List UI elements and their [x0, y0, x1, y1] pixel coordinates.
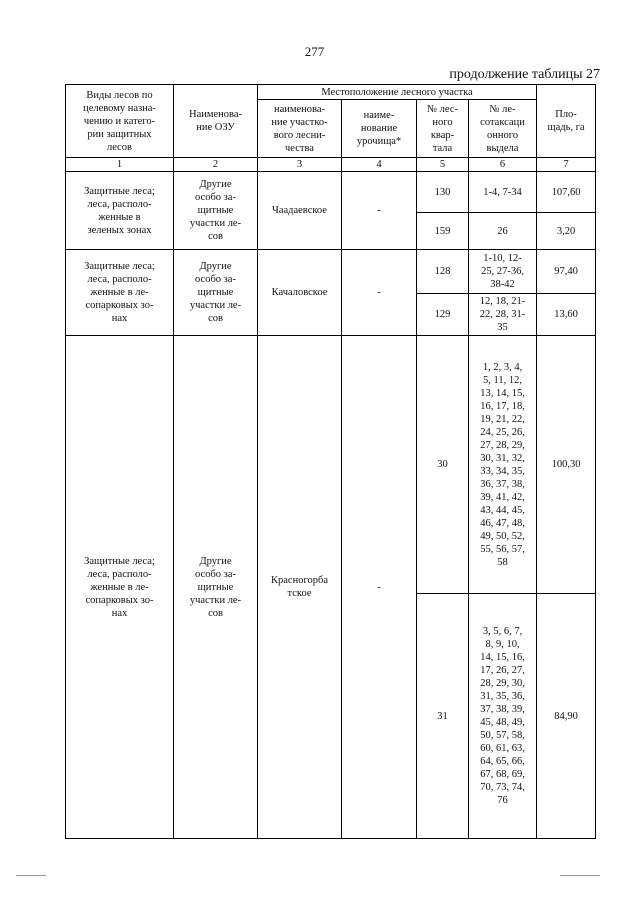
area-cell: 84,90 [537, 594, 596, 839]
header-quarter-number: № лес- ного квар- тала [417, 100, 469, 158]
tract-cell: - [342, 336, 417, 839]
table-row [66, 250, 596, 294]
allotment-cell: 3, 5, 6, 7, 8, 9, 10, 14, 15, 16, 17, 26, 27, 28, 29, 30, 31, 35, 36, 37, 38, 39, 45, 48, 49, 50, 57, 58, 60, 61, 63, 64, 65, 66, 67, 68, 69, 70, 73, 74, 76 [469, 594, 537, 839]
tract-cell: - [342, 172, 417, 250]
header-plot-location: Местоположение лесного участка [258, 85, 537, 100]
header-district-forestry: наименова- ние участко- вого лесни- чества [258, 100, 342, 158]
area-cell: 97,40 [537, 250, 596, 294]
ozu-cell: Другие особо за- щитные участки ле- сов [174, 250, 258, 336]
quarter-cell: 129 [417, 294, 469, 336]
column-number: 4 [342, 158, 417, 172]
footer-divider [560, 875, 600, 876]
ozu-cell: Другие особо за- щитные участки ле- сов [174, 172, 258, 250]
area-cell: 13,60 [537, 294, 596, 336]
quarter-cell: 130 [417, 172, 469, 213]
header-tract-name: наиме- нование урочища* [342, 100, 417, 158]
column-number-row [66, 158, 596, 172]
district-cell: Качаловское [258, 250, 342, 336]
quarter-cell: 30 [417, 336, 469, 594]
allotment-cell: 26 [469, 213, 537, 250]
area-cell: 3,20 [537, 213, 596, 250]
page-number: 277 [304, 44, 325, 59]
column-number: 5 [417, 158, 469, 172]
column-number: 6 [469, 158, 537, 172]
district-cell: Чаадаевское [258, 172, 342, 250]
quarter-cell: 128 [417, 250, 469, 294]
footer-divider [16, 875, 46, 876]
forest-type-cell: Защитные леса; леса, располо- женные в зеленых зонах [66, 172, 174, 250]
allotment-cell: 1, 2, 3, 4, 5, 11, 12, 13, 14, 15, 16, 17, 18, 19, 21, 22, 24, 25, 26, 27, 28, 29, 30, 31, 32, 33, 34, 35, 36, 37, 38, 39, 41, 42, 43, 44, 45, 46, 47, 48, 49, 50, 52, 55, 56, 57, 58 [469, 336, 537, 594]
table-row [66, 172, 596, 213]
column-number: 7 [537, 158, 596, 172]
table-row [66, 336, 596, 594]
forest-type-cell: Защитные леса; леса, располо- женные в ле- сопарковых зо- нах [66, 250, 174, 336]
ozu-cell: Другие особо за- щитные участки ле- сов [174, 336, 258, 839]
area-cell: 100,30 [537, 336, 596, 594]
tract-cell: - [342, 250, 417, 336]
header-area: Пло- щадь, га [537, 85, 596, 158]
header-forest-type: Виды лесов по целевому назна- чению и катего- рии защитных лесов [66, 85, 174, 158]
allotment-cell: 1-4, 7-34 [469, 172, 537, 213]
table-continuation-label: продолжение таблицы 27 [449, 67, 600, 82]
forest-plots-table [65, 84, 596, 839]
quarter-cell: 31 [417, 594, 469, 839]
column-number: 2 [174, 158, 258, 172]
quarter-cell: 159 [417, 213, 469, 250]
allotment-cell: 1-10, 12- 25, 27-36, 38-42 [469, 250, 537, 294]
column-number: 1 [66, 158, 174, 172]
district-cell: Красногорба тское [258, 336, 342, 839]
forest-type-cell: Защитные леса; леса, располо- женные в ле- сопарковых зо- нах [66, 336, 174, 839]
header-ozu-name: Наименова- ние ОЗУ [174, 85, 258, 158]
header-allotment-number: № ле- сотаксаци онного выдела [469, 100, 537, 158]
column-number: 3 [258, 158, 342, 172]
area-cell: 107,60 [537, 172, 596, 213]
allotment-cell: 12, 18, 21- 22, 28, 31- 35 [469, 294, 537, 336]
